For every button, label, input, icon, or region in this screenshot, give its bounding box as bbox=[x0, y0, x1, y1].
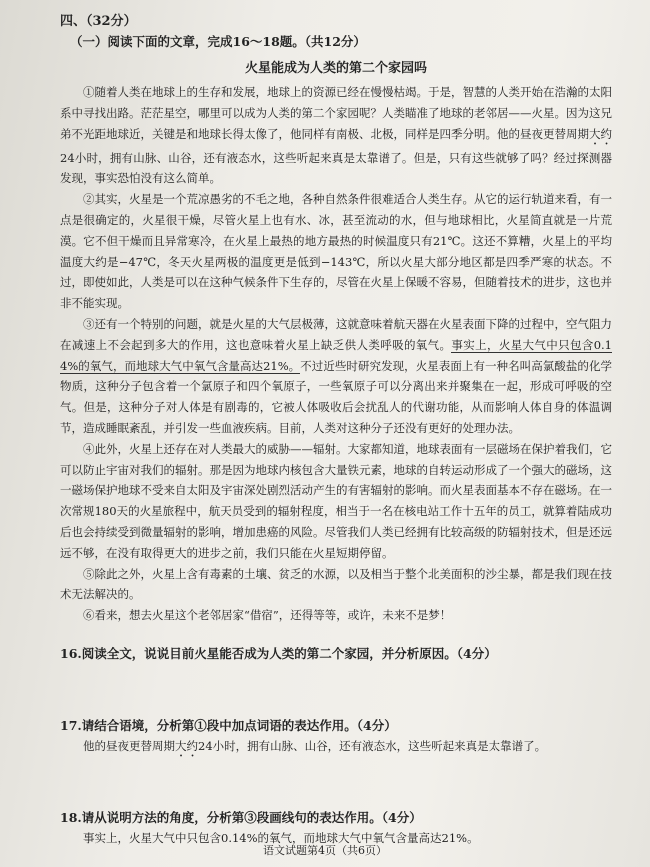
question-17-quote bbox=[60, 736, 612, 760]
paragraph-5: ⑤除此之外，火星上含有毒素的土壤、贫乏的水源，以及相当于整个北美面积的沙尘暴，都是我们现在技术无法解决的。 bbox=[60, 566, 612, 602]
paragraph-3-underlined-sentence: 事实上，火星大气中只包含0.14%的氧气，而地球大气中氧气含量高达21%。 bbox=[60, 337, 612, 373]
article-title: 火星能成为人类的第二个家园吗 bbox=[244, 61, 427, 76]
section-subheading: （一）阅读下面的文章，完成16～18题。（共12分） bbox=[70, 34, 366, 49]
paragraph-1-text: ①随着人类在地球上的生存和发展，地球上的资源已经在慢慢枯竭。于是，智慧的人类开始在浩瀚的太阳系中寻找出路。茫茫星空，哪里可以成为人类的第二个家园呢？人类瞄准了地球的老邻居——火星。因为这兄弟不光距地球近，关键是和地球长得太像了，他同样有南极、北极，同样是四季分明。他的昼夜更替周期 bbox=[60, 85, 612, 141]
question-18: 18.请从说明方法的角度，分析第③段画线句的表达作用。（4分） bbox=[60, 809, 422, 825]
paragraph-1 bbox=[60, 82, 612, 189]
section-heading: 四、（32分） bbox=[60, 14, 137, 29]
question-17: 17.请结合语境，分析第①段中加点词语的表达作用。（4分） bbox=[60, 717, 397, 733]
paragraph-3-tail: 不过近些时研究发现，火星表面上有一种名叫高氯酸盐的化学物质，这种分子包含着一个氯原子和四个氧原子，一些氧原子可以分离出来并聚集在一起，形成可呼吸的空气。但是，这种分子对人体是有剧毒的，它被人体吸收后会扰乱人的代谢功能，从而影响人体自身的体温调节，造成睡眠紊乱，并引发一些血液疾病。目前，人类对这种分子还没有更好的处理办法。 bbox=[60, 358, 612, 435]
paragraph-2: ②其实，火星是一个荒凉愚劣的不毛之地，各种自然条件很难适合人类生存。从它的运行轨道来看，有一点是很确定的，火星很干燥，尽管火星上也有水、冰，甚至流动的水，但与地球相比，火星简直就是一片荒漠。它不但干燥而且异常寒冷，在火星上最热的地方最热的时候温度只有21℃。这还不算糟，火星上的平均温度大约是−47℃，冬天火星两极的温度更是低到−143℃，所以火星大部分地区都是四季严寒的状态。不过，即使如此，人类是可以在这种气候条件下生存的，尽管在火星上保暖不容易，但随着技术的进步，这也并非不能实现。 bbox=[60, 192, 612, 311]
page-footer: 语文试题第4页（共6页） bbox=[263, 844, 387, 857]
question-17-quote-head: 他的昼夜更替周期 bbox=[83, 738, 175, 753]
question-17-quote-tail: 24小时，拥有山脉、山谷，还有液态水，这些听起来真是太靠谱了。 bbox=[198, 738, 547, 753]
paragraph-1-dotted-word: 大约 bbox=[589, 126, 612, 141]
paragraph-6: ⑥看来，想去火星这个老邻居家“借宿”，还得等等，或许，未来不是梦！ bbox=[83, 608, 452, 623]
question-16: 16.阅读全文，说说目前火星能否成为人类的第二个家园，并分析原因。（4分） bbox=[60, 645, 497, 661]
paragraph-3 bbox=[60, 314, 612, 439]
paragraph-4: ④此外，火星上还存在对人类最大的威胁——辐射。大家都知道，地球表面有一层磁场在保护着我们，它可以防止宇宙对我们的辐射。那是因为地球内核包含大量铁元素，地球的自转运动形成了一个强大的磁场，这一磁场保护地球不受来自太阳及宇宙深处剧烈活动产生的有害辐射的影响。而火星表面基本不存在磁场。在一次常规180天的火星旅程中，航天员受到的辐射程度，相当于一名在核电站工作十五年的员工，就算着陆成功后也会持续受到微量辐射的影响，增加患癌的风险。尽管我们人类已经拥有比较高级的防辐射技术，但是还远远不够，在没有取得更大的进步之前，我们只能在火星短期停留。 bbox=[60, 441, 612, 560]
paragraph-3-head: ③还有一个特别的问题，就是火星的大气层极薄，这就意味着航天器在火星表面下降的过程中，空气阻力在减速上不会起到多大的作用，这也意味着火星上缺乏供人类呼吸的氧气。 bbox=[60, 316, 612, 352]
question-17-dotted-word: 大约 bbox=[175, 738, 198, 753]
question-18-quote: 事实上，火星大气中只包含0.14%的氧气，而地球大气中氧气含量高达21%。 bbox=[83, 830, 479, 845]
paragraph-1-tail: 24小时，拥有山脉、山谷，还有液态水，这些听起来真是太靠谱了。但是，只有这些就够了吗？经过探测器发现，事实恐怕没有这么简单。 bbox=[60, 150, 612, 186]
